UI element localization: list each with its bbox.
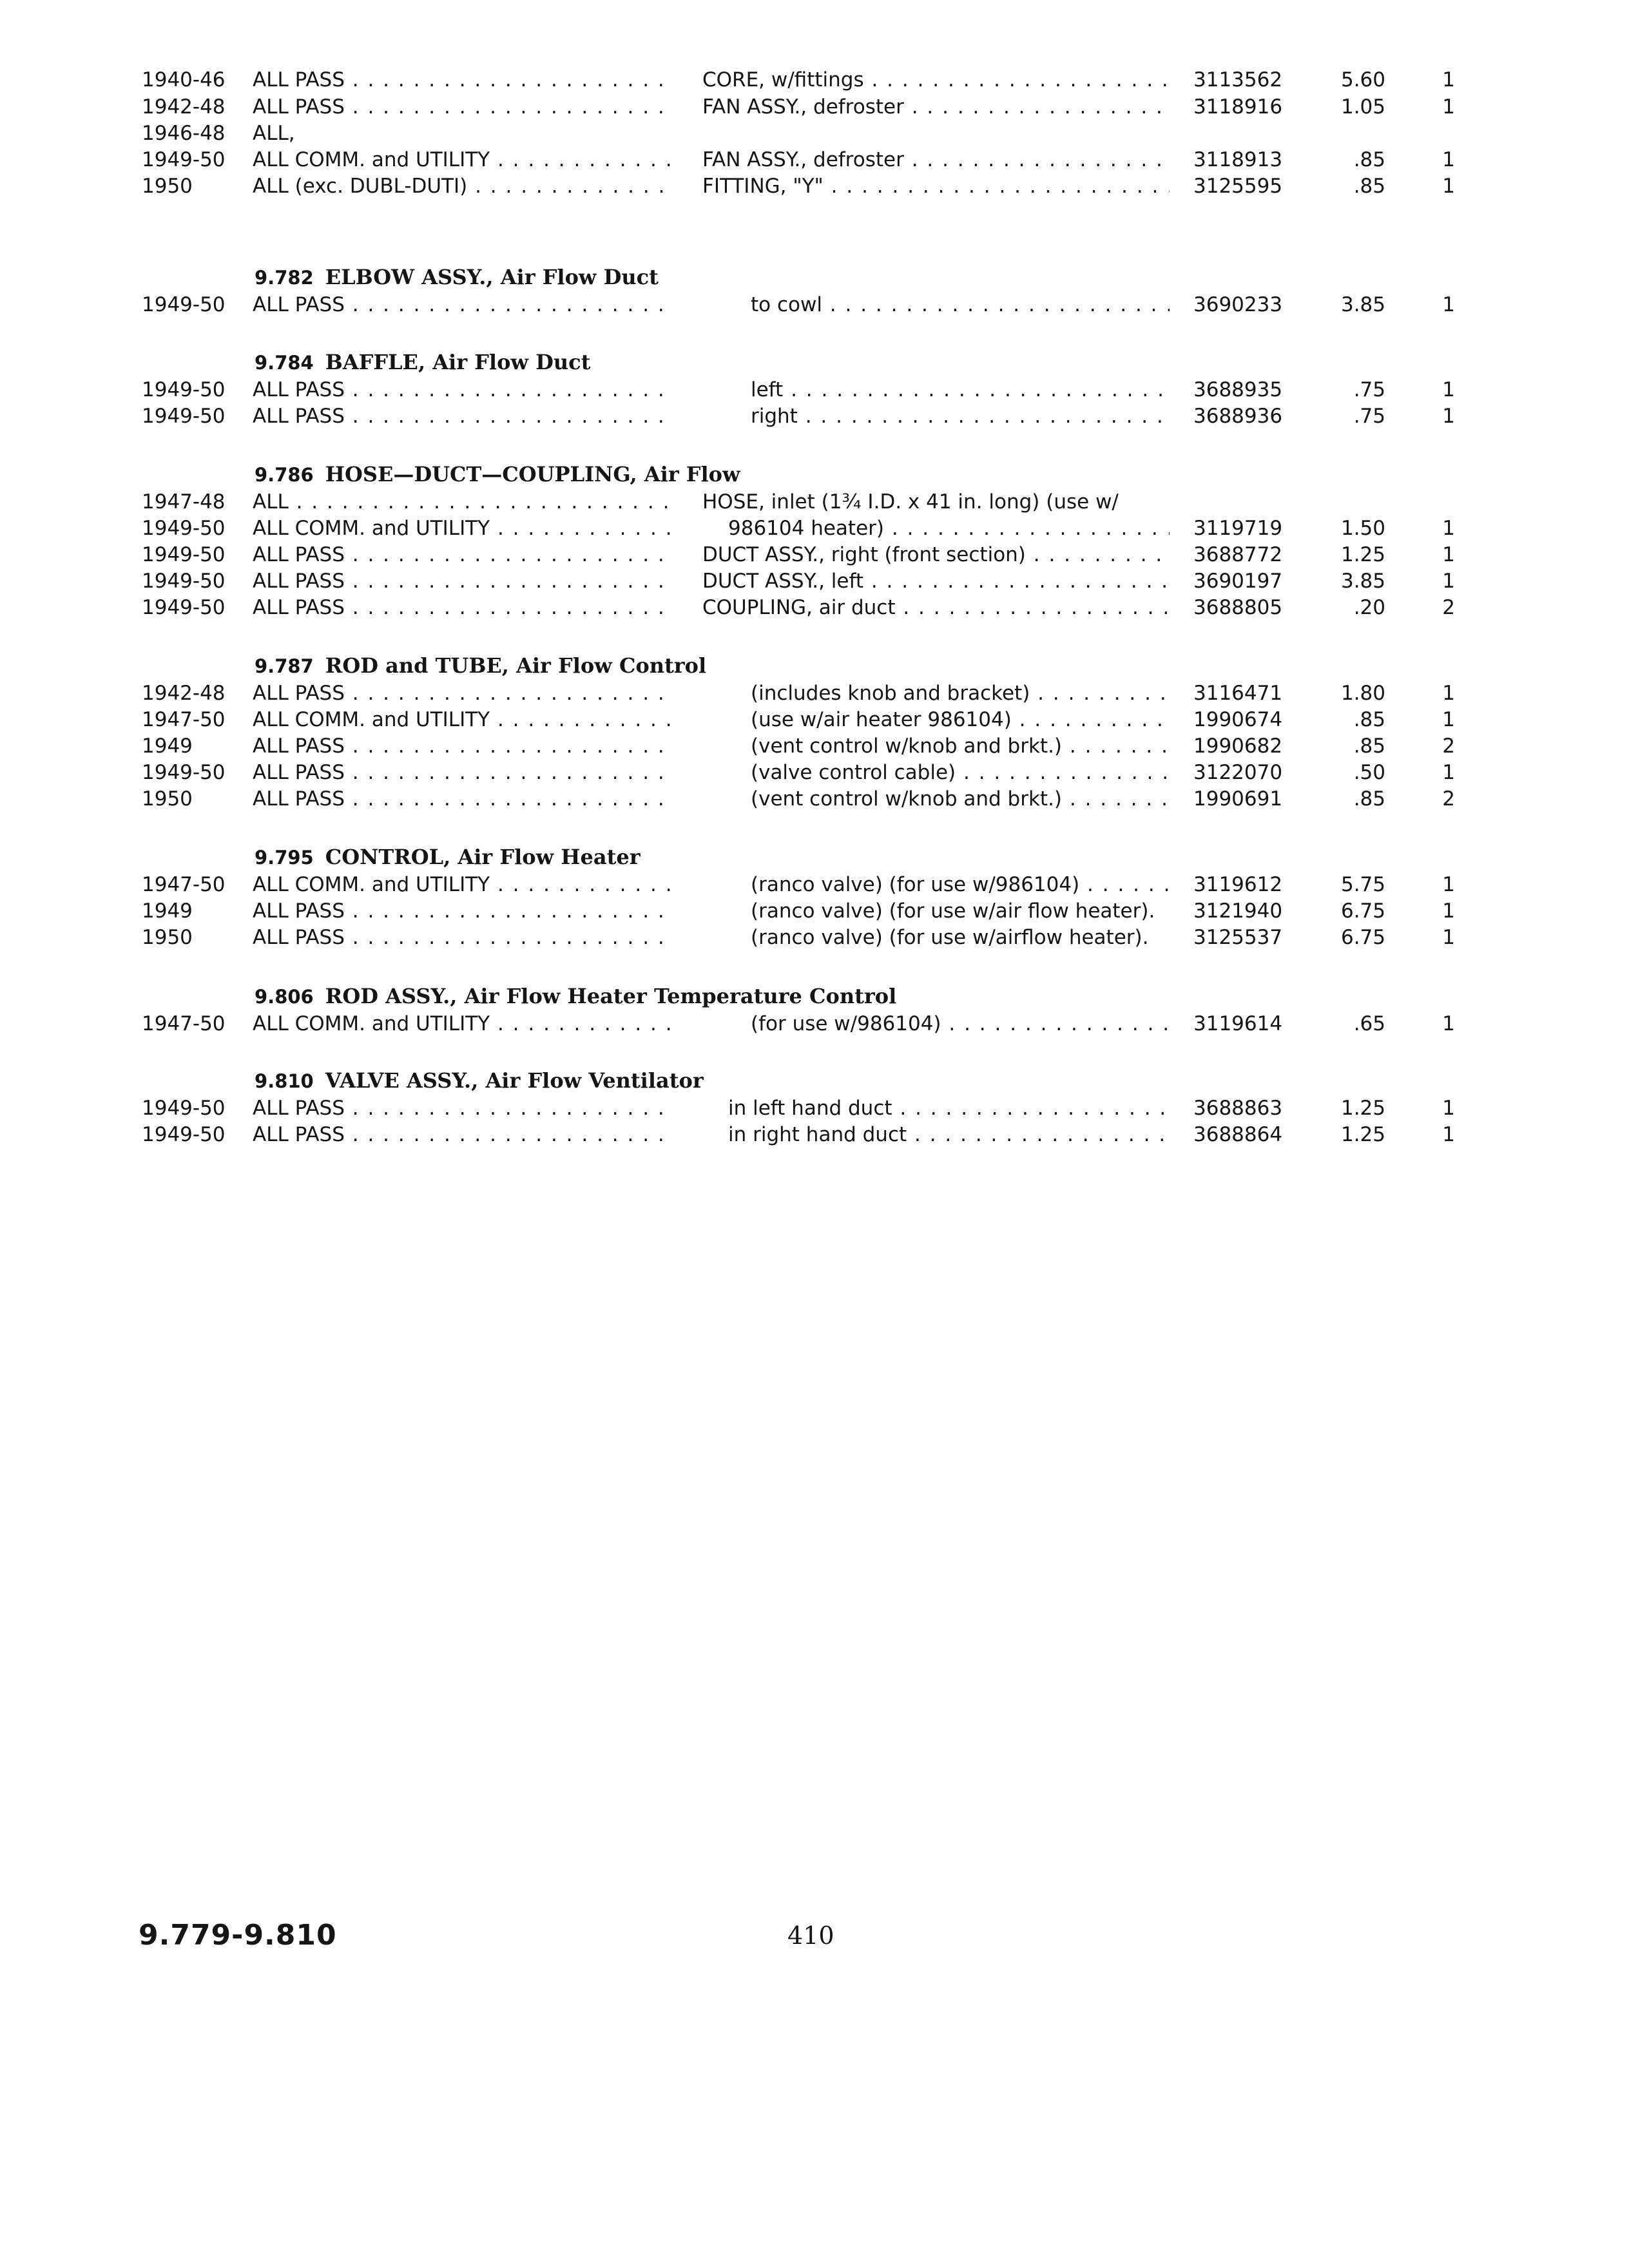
price: 1.80 bbox=[1340, 682, 1385, 705]
application: ALL PASS . . . bbox=[253, 594, 671, 621]
year-range: 1940-46 bbox=[142, 68, 226, 91]
part-number: 3688863 bbox=[1193, 1097, 1283, 1120]
quantity: 1 bbox=[1442, 68, 1455, 91]
application: ALL PASS . . . bbox=[253, 568, 671, 595]
part-number: 3125595 bbox=[1193, 175, 1283, 198]
part-number: 3125537 bbox=[1193, 926, 1283, 949]
section-number: 9.787 bbox=[255, 655, 314, 677]
section-number: 9.784 bbox=[255, 352, 314, 374]
page-number: 410 bbox=[787, 1921, 834, 1950]
application: ALL PASS . . . bbox=[253, 66, 671, 93]
application: ALL . . . bbox=[253, 488, 671, 515]
part-description: (valve control cable) . . . bbox=[751, 759, 1170, 786]
year-range: 1949-50 bbox=[142, 405, 226, 428]
table-row bbox=[0, 66, 1629, 93]
table-row bbox=[0, 680, 1629, 707]
price: .50 bbox=[1353, 761, 1385, 784]
part-number: 3119719 bbox=[1193, 517, 1283, 540]
quantity: 1 bbox=[1442, 1123, 1455, 1146]
part-number: 3688936 bbox=[1193, 405, 1283, 428]
part-number: 3119612 bbox=[1193, 873, 1283, 896]
year-range: 1949-50 bbox=[142, 1097, 226, 1120]
application: ALL (exc. DUBL-DUTI) . . . bbox=[253, 173, 671, 200]
year-range: 1949 bbox=[142, 735, 193, 758]
table-row bbox=[0, 93, 1629, 120]
application: ALL PASS . . . bbox=[253, 93, 671, 120]
section-heading bbox=[255, 1066, 704, 1095]
section-number: 9.795 bbox=[255, 847, 314, 869]
section-number: 9.810 bbox=[255, 1070, 314, 1092]
year-range: 1949-50 bbox=[142, 378, 226, 401]
table-row bbox=[0, 1095, 1629, 1122]
table-row bbox=[0, 1121, 1629, 1148]
part-number: 3119614 bbox=[1193, 1012, 1283, 1035]
application: ALL COMM. and UTILITY . . . bbox=[253, 515, 671, 542]
price: .20 bbox=[1353, 596, 1385, 619]
table-row bbox=[0, 120, 1629, 147]
part-description: DUCT ASSY., left . . . bbox=[702, 568, 1170, 595]
price: 1.05 bbox=[1340, 95, 1385, 119]
price: 6.75 bbox=[1340, 926, 1385, 949]
year-range: 1947-50 bbox=[142, 708, 226, 731]
year-range: 1949-50 bbox=[142, 543, 226, 566]
quantity: 1 bbox=[1442, 682, 1455, 705]
quantity: 1 bbox=[1442, 293, 1455, 316]
quantity: 2 bbox=[1442, 735, 1455, 758]
part-description: (for use w/986104) . . . bbox=[751, 1010, 1170, 1037]
quantity: 1 bbox=[1442, 543, 1455, 566]
year-range: 1950 bbox=[142, 175, 193, 198]
section-heading bbox=[255, 843, 641, 871]
table-row bbox=[0, 173, 1629, 200]
quantity: 1 bbox=[1442, 873, 1455, 896]
part-description: (use w/air heater 986104) . . . bbox=[751, 706, 1170, 733]
section-title: BAFFLE, Air Flow Duct bbox=[325, 350, 591, 374]
part-description: CORE, w/fittings . . . bbox=[702, 66, 1170, 93]
part-description: FAN ASSY., defroster . . . bbox=[702, 146, 1170, 173]
table-row bbox=[0, 403, 1629, 430]
application: ALL COMM. and UTILITY . . . bbox=[253, 146, 671, 173]
part-description: right . . . bbox=[751, 403, 1170, 430]
table-row bbox=[0, 898, 1629, 925]
quantity: 1 bbox=[1442, 517, 1455, 540]
price: 5.60 bbox=[1340, 68, 1385, 91]
application: ALL PASS . . . bbox=[253, 759, 671, 786]
part-description: FAN ASSY., defroster . . . bbox=[702, 93, 1170, 120]
part-description: 986104 heater) . . . bbox=[728, 515, 1170, 542]
section-title: ELBOW ASSY., Air Flow Duct bbox=[325, 265, 659, 289]
part-number: 3116471 bbox=[1193, 682, 1283, 705]
quantity: 2 bbox=[1442, 596, 1455, 619]
application: ALL PASS . . . bbox=[253, 541, 671, 568]
table-row bbox=[0, 759, 1629, 786]
quantity: 1 bbox=[1442, 1097, 1455, 1120]
price: 3.85 bbox=[1340, 293, 1385, 316]
section-heading bbox=[255, 348, 590, 376]
application: ALL PASS . . . bbox=[253, 1095, 671, 1122]
price: 1.50 bbox=[1340, 517, 1385, 540]
section-title: ROD ASSY., Air Flow Heater Temperature Control bbox=[325, 984, 897, 1008]
year-range: 1942-48 bbox=[142, 95, 226, 119]
part-number: 3113562 bbox=[1193, 68, 1283, 91]
part-number: 1990691 bbox=[1193, 787, 1283, 811]
quantity: 1 bbox=[1442, 708, 1455, 731]
table-row bbox=[0, 291, 1629, 318]
price: 1.25 bbox=[1340, 1097, 1385, 1120]
part-description: (ranco valve) (for use w/airflow heater). bbox=[751, 926, 1149, 949]
table-row bbox=[0, 376, 1629, 403]
part-number: 1990682 bbox=[1193, 735, 1283, 758]
price: 6.75 bbox=[1340, 899, 1385, 923]
part-description: COUPLING, air duct . . . bbox=[702, 594, 1170, 621]
price: 1.25 bbox=[1340, 543, 1385, 566]
section-title: HOSE—DUCT—COUPLING, Air Flow bbox=[325, 462, 740, 486]
part-number: 3690197 bbox=[1193, 570, 1283, 593]
section-title: ROD and TUBE, Air Flow Control bbox=[325, 653, 707, 678]
application: ALL PASS . . . bbox=[253, 403, 671, 430]
part-description: (ranco valve) (for use w/986104) . . . bbox=[751, 871, 1170, 898]
part-number: 3122070 bbox=[1193, 761, 1283, 784]
application: ALL PASS . . . bbox=[253, 924, 671, 951]
price: .75 bbox=[1353, 378, 1385, 401]
table-row bbox=[0, 1010, 1629, 1037]
year-range: 1949-50 bbox=[142, 570, 226, 593]
table-row bbox=[0, 594, 1629, 621]
price: .85 bbox=[1353, 708, 1385, 731]
year-range: 1950 bbox=[142, 787, 193, 811]
application: ALL COMM. and UTILITY . . . bbox=[253, 871, 671, 898]
part-description: (vent control w/knob and brkt.) . . . bbox=[751, 733, 1170, 760]
application: ALL PASS . . . bbox=[253, 785, 671, 812]
part-number: 3688805 bbox=[1193, 596, 1283, 619]
year-range: 1947-50 bbox=[142, 1012, 226, 1035]
year-range: 1947-48 bbox=[142, 490, 226, 514]
quantity: 1 bbox=[1442, 95, 1455, 119]
year-range: 1949-50 bbox=[142, 148, 226, 171]
application: ALL PASS . . . bbox=[253, 376, 671, 403]
part-description: (vent control w/knob and brkt.) . . . bbox=[751, 785, 1170, 812]
year-range: 1949-50 bbox=[142, 517, 226, 540]
table-row bbox=[0, 706, 1629, 733]
part-number: 3118913 bbox=[1193, 148, 1283, 171]
part-number: 3688935 bbox=[1193, 378, 1283, 401]
quantity: 1 bbox=[1442, 570, 1455, 593]
part-description: to cowl . . . bbox=[751, 291, 1170, 318]
quantity: 1 bbox=[1442, 378, 1455, 401]
price: 1.25 bbox=[1340, 1123, 1385, 1146]
table-row bbox=[0, 733, 1629, 760]
quantity: 1 bbox=[1442, 148, 1455, 171]
section-range: 9.779-9.810 bbox=[139, 1919, 337, 1952]
part-number: 3121940 bbox=[1193, 899, 1283, 923]
table-row bbox=[0, 146, 1629, 173]
year-range: 1947-50 bbox=[142, 873, 226, 896]
year-range: 1949 bbox=[142, 899, 193, 923]
application: ALL, bbox=[253, 122, 295, 145]
part-description: (includes knob and bracket) . . . bbox=[751, 680, 1170, 707]
part-description: (ranco valve) (for use w/air flow heater). bbox=[751, 899, 1155, 923]
part-description: DUCT ASSY., right (front section) . . . bbox=[702, 541, 1170, 568]
part-number: 3118916 bbox=[1193, 95, 1283, 119]
section-heading bbox=[255, 460, 740, 488]
price: 3.85 bbox=[1340, 570, 1385, 593]
part-number: 1990674 bbox=[1193, 708, 1283, 731]
year-range: 1946-48 bbox=[142, 122, 226, 145]
quantity: 1 bbox=[1442, 405, 1455, 428]
section-title: CONTROL, Air Flow Heater bbox=[325, 845, 641, 869]
table-row bbox=[0, 924, 1629, 951]
application: ALL PASS . . . bbox=[253, 733, 671, 760]
price: .85 bbox=[1353, 148, 1385, 171]
table-row bbox=[0, 488, 1629, 515]
section-title: VALVE ASSY., Air Flow Ventilator bbox=[325, 1068, 704, 1093]
part-number: 3688772 bbox=[1193, 543, 1283, 566]
quantity: 1 bbox=[1442, 1012, 1455, 1035]
section-heading bbox=[255, 651, 706, 680]
application: ALL PASS . . . bbox=[253, 680, 671, 707]
part-description: HOSE, inlet (1¾ I.D. x 41 in. long) (use w/ bbox=[702, 490, 1119, 514]
table-row bbox=[0, 871, 1629, 898]
quantity: 1 bbox=[1442, 175, 1455, 198]
quantity: 1 bbox=[1442, 761, 1455, 784]
table-row bbox=[0, 785, 1629, 812]
price: .85 bbox=[1353, 787, 1385, 811]
year-range: 1942-48 bbox=[142, 682, 226, 705]
section-number: 9.786 bbox=[255, 464, 314, 486]
price: .85 bbox=[1353, 175, 1385, 198]
year-range: 1950 bbox=[142, 926, 193, 949]
year-range: 1949-50 bbox=[142, 596, 226, 619]
year-range: 1949-50 bbox=[142, 761, 226, 784]
table-row bbox=[0, 515, 1629, 542]
table-row bbox=[0, 541, 1629, 568]
year-range: 1949-50 bbox=[142, 1123, 226, 1146]
quantity: 1 bbox=[1442, 899, 1455, 923]
quantity: 1 bbox=[1442, 926, 1455, 949]
part-description: FITTING, "Y" . . . bbox=[702, 173, 1170, 200]
price: .65 bbox=[1353, 1012, 1385, 1035]
price: .75 bbox=[1353, 405, 1385, 428]
price: 5.75 bbox=[1340, 873, 1385, 896]
section-number: 9.806 bbox=[255, 986, 314, 1008]
section-heading bbox=[255, 263, 659, 291]
price: .85 bbox=[1353, 735, 1385, 758]
section-heading bbox=[255, 982, 896, 1010]
quantity: 2 bbox=[1442, 787, 1455, 811]
application: ALL PASS . . . bbox=[253, 898, 671, 925]
part-description: in left hand duct . . . bbox=[728, 1095, 1170, 1122]
application: ALL PASS . . . bbox=[253, 1121, 671, 1148]
application: ALL PASS . . . bbox=[253, 291, 671, 318]
section-number: 9.782 bbox=[255, 267, 314, 289]
application: ALL COMM. and UTILITY . . . bbox=[253, 706, 671, 733]
part-number: 3690233 bbox=[1193, 293, 1283, 316]
part-description: left . . . bbox=[751, 376, 1170, 403]
application: ALL COMM. and UTILITY . . . bbox=[253, 1010, 671, 1037]
part-number: 3688864 bbox=[1193, 1123, 1283, 1146]
table-row bbox=[0, 568, 1629, 595]
year-range: 1949-50 bbox=[142, 293, 226, 316]
part-description: in right hand duct . . . bbox=[728, 1121, 1170, 1148]
